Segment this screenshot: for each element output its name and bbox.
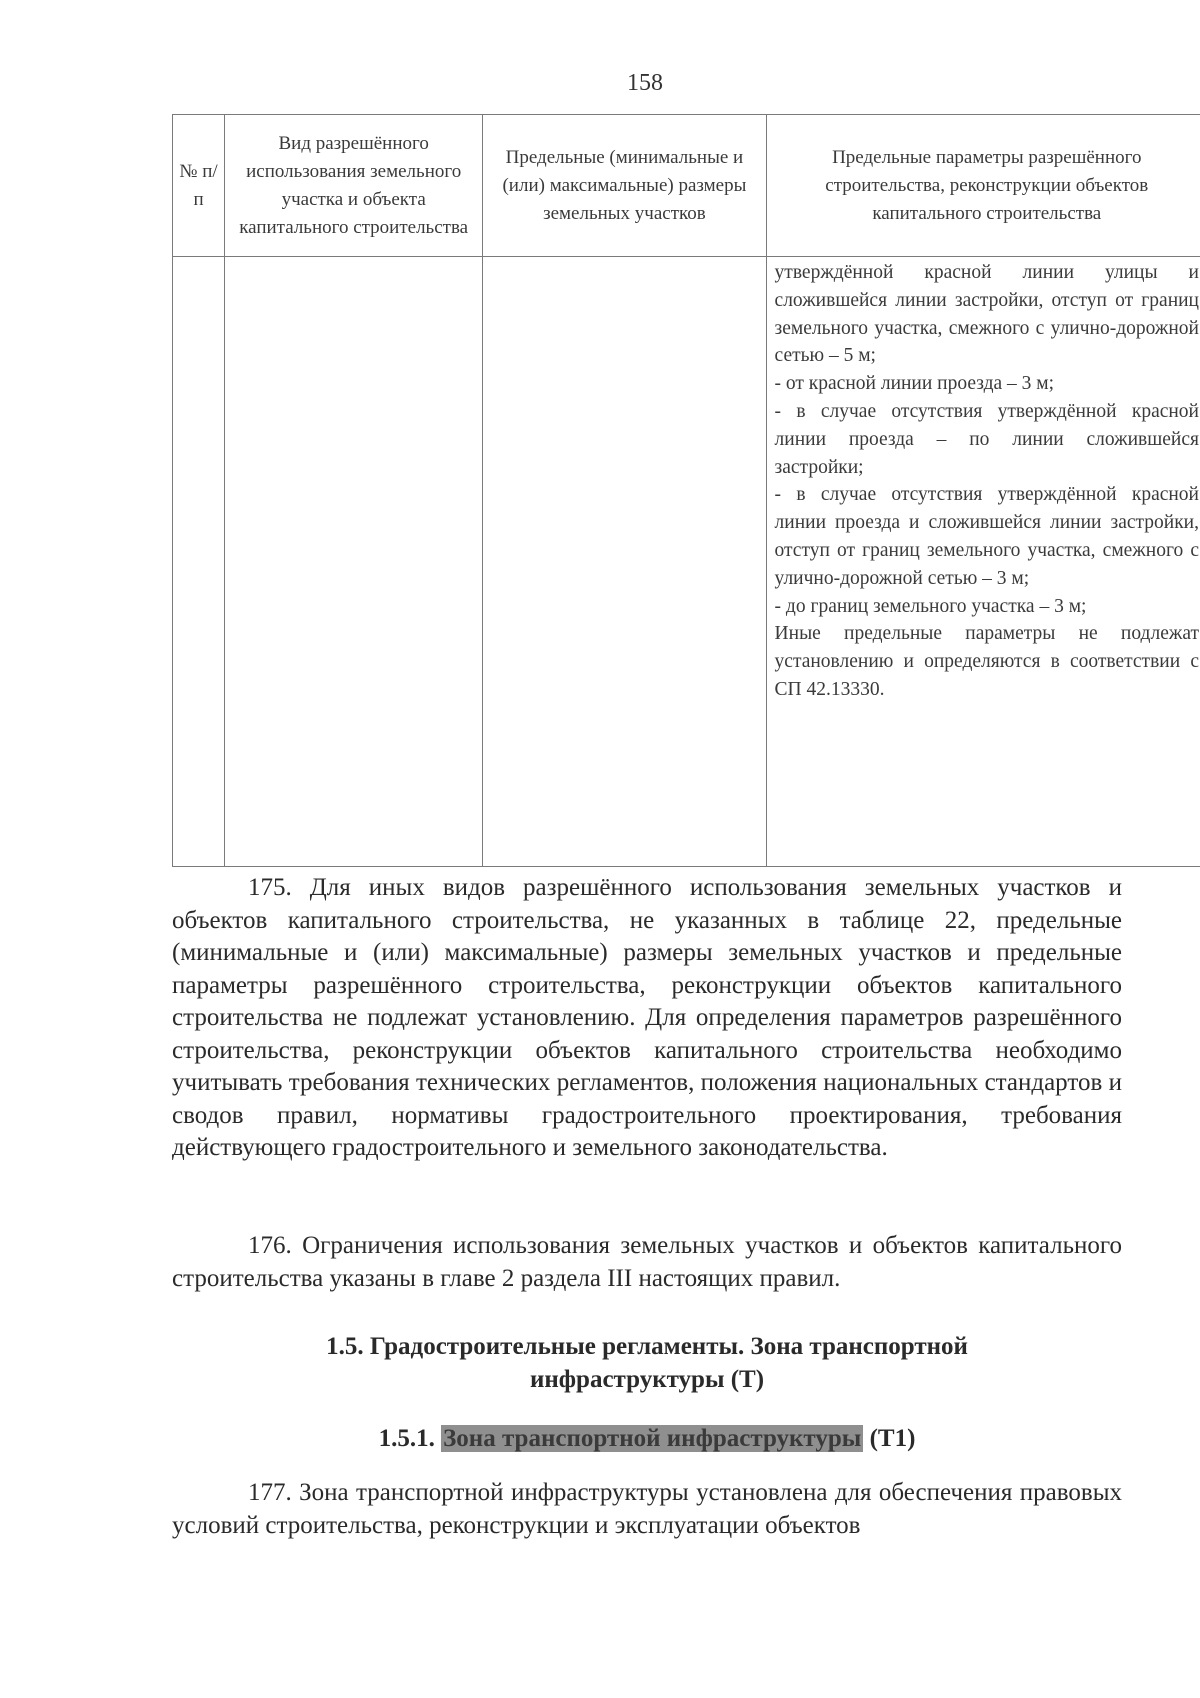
table-header-row	[173, 115, 1200, 257]
paragraph-175-container	[172, 872, 1122, 1165]
header-number: № п/п	[173, 115, 225, 257]
section-number: 1.5.1.	[378, 1425, 435, 1452]
highlighted-zone-name: Зона транспортной инфраструктуры	[443, 1425, 862, 1452]
paragraph-177: 177. Зона транспортной инфраструктуры установлена для обеспечения правовых условий строительства, реконструкции и эксплуатации объектов	[172, 1479, 1122, 1539]
table-row	[173, 257, 1200, 867]
param-line: Иные предельные параметры не подлежат установлению и определяются в соответствии с СП 42.13330.	[774, 623, 1199, 700]
param-line: - до границ земельного участка – 3 м;	[774, 595, 1087, 617]
cell-build-params	[766, 257, 1200, 867]
header-use-type: Вид разрешённого использования земельного участка и объекта капитального строительства	[225, 115, 483, 257]
param-line: - в случае отсутствия утверждённой красной линии проезда – по линии сложившейся застройки;	[774, 400, 1199, 478]
section-heading-1-5-line2: инфраструктуры (Т)	[529, 1366, 765, 1393]
param-line: утверждённой красной линии улицы и сложившейся линии застройки, отступ от границ земельного участка, смежного с улично-дорожной сетью – 5 м;	[774, 262, 1199, 367]
paragraph-176: 176. Ограничения использования земельных участков и объектов капитального строительства указаны в главе 2 раздела III настоящих правил.	[172, 1232, 1122, 1292]
cell-number	[173, 257, 225, 867]
cell-use-type	[225, 257, 483, 867]
section-heading-1-5-1	[172, 1422, 1122, 1455]
header-build-params: Предельные параметры разрешённого строительства, реконструкции объектов капитального строительства	[766, 115, 1200, 257]
section-heading-1-5	[172, 1330, 1122, 1396]
zone-code: (Т1)	[869, 1425, 916, 1452]
paragraph-175: 175. Для иных видов разрешённого использования земельных участков и объектов капитального строительства, не указанных в таблице 22, предельные (минимальные и (или) максимальные) размеры земельных участков и предельные параметры разрешённого строительства, реконструкции объектов капитального строительства не подлежат установлению. Для определения параметров разрешённого строительства, реконструкции объектов капитального строительства необходимо учитывать требования технических регламентов, положения национальных стандартов и сводов правил, нормативы градостроительного проектирования, требования действующего градостроительного и земельного законодательства.	[172, 874, 1122, 1161]
section-heading-1-5-line1: 1.5. Градостроительные регламенты. Зона транспортной	[326, 1333, 968, 1360]
page-number: 158	[627, 70, 663, 96]
header-plot-sizes: Предельные (минимальные и (или) максимальные) размеры земельных участков	[483, 115, 766, 257]
param-line: - от красной линии проезда – 3 м;	[774, 373, 1055, 395]
paragraph-176-container	[172, 1230, 1122, 1295]
regulations-table	[172, 114, 1200, 867]
paragraph-177-container	[172, 1477, 1122, 1542]
cell-plot-sizes	[483, 257, 766, 867]
param-line: - в случае отсутствия утверждённой красной линии проезда и сложившейся линии застройки, отступ от границ земельного участка, смежного с улично-дорожной сетью – 3 м;	[774, 484, 1199, 589]
